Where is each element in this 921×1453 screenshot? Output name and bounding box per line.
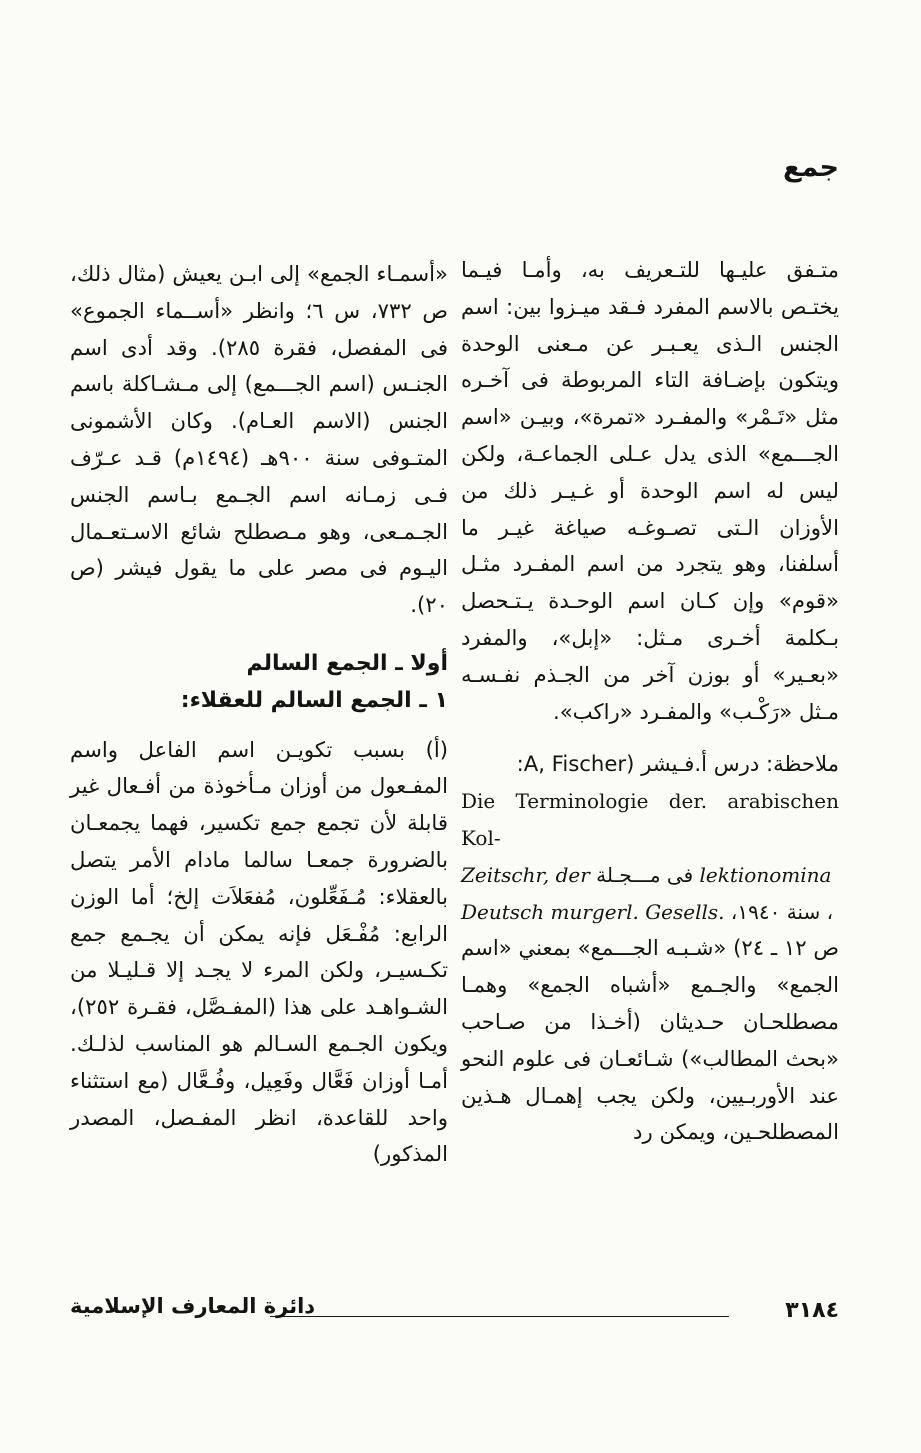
note-latin-2b: lektionomina xyxy=(699,862,832,887)
left-column xyxy=(70,256,448,1173)
note-rest: ص ١٢ ـ ٢٤) «شـبـه الجـــمع» بمعني «اسم الجمع» والجـمع «أشباه الجمع» وهمـا مصطلحـان حـديثان (أخـذا من صـاحب «بحث المطالب») شـائعـان فى علوم النحو عند الأوربـيين، ولكن يجب إهمـال هـذين المصطلحـين، ويمكن رد xyxy=(461,935,839,1145)
left-paragraph-2: (أ) بسبب تكويـن اسم الفاعل واسم المفـعول من أوزان مـأخوذة من أفـعال غير قابلة لأن تجمع جمع تكسير، فهما يجمعـان بالضرورة جمعـا سالما مادام الأمر يتصل بالعقلاء: مُـفَعِّلون، مُفعَلاَت إلخ؛ أما الوزن الرابع: مُفْـعَل فإنه يمكن أن يجـمع جمع تكـسيـر، ولكن المرء لا يجـد إلا قـليـلا من الشـواهـد على هذا (المفـصَّل، فقـرة ٢٥٢)، ويكون الجـمع السـالم هو المناسب لذلـك. أمـا أوزان فَعَّال وفَعِيل، وفُـعَّال (مع استثناء واحد للقاعدة، انظر المفـصل، المصدر المذكور) xyxy=(70,736,448,1167)
right-paragraph-1: متـفق عليـها للتـعريف به، وأمـا فيـما يختـص بالاسم المفرد فـقد ميـزوا بين: اسم الجنس الـذى يعـبـر عن مـعنى الوحدة ويتكون بإضـافة التاء المربوطة فى آخـره مثل «تَـمْر» والمفـرد «تمرة»، وبيـن «اسم الجـــمع» الذى يدل عـلى الجماعـة، ولكن ليس له اسم الوحدة أو غـيـر ذلك من الأوزان الـتى تصـوغـه صياغة غيـر ما أسلفنا، وهو يتجرد من اسم المفـرد مثـل «قوم» وإن كـان اسم الوحـدة يـتـحصل بـكلمة أخـرى مـثل: «إبل»، والمفرد «بعـير» أو بوزن آخر من الجـذم نفـسـه مـثل «رَكْـب» والمفـرد «راكب». xyxy=(461,257,839,724)
note-latin-3-ar: ، سنة ١٩٤٠، xyxy=(730,899,834,924)
publication-title: دائرة المعارف الإسلامية xyxy=(70,1294,316,1318)
section-heading: أولا ـ الجمع السالم xyxy=(246,650,448,676)
footer-rule xyxy=(270,1316,729,1317)
right-column xyxy=(461,252,839,1151)
note-latin-3: Deutsch murgerl. Gesells. xyxy=(461,899,725,924)
running-header: جمع xyxy=(782,152,839,183)
note-latin-2a: Zeitschr, der xyxy=(461,862,590,887)
page-number: ٣١٨٤ xyxy=(785,1298,839,1323)
note-intro: ملاحظة: درس أ.فـيشر (A, Fischer: xyxy=(516,751,839,777)
page-footer xyxy=(70,1288,839,1328)
subsection-heading: ١ ـ الجمع السالم للعقلاء: xyxy=(180,687,448,713)
note-latin-2-ar: فى مـــجـلة xyxy=(596,862,694,887)
note-latin-line-3 xyxy=(461,894,839,931)
note-latin-line-2 xyxy=(461,857,839,894)
note-latin-line-1: Die Terminologie der. arabischen Kol- xyxy=(461,789,839,850)
left-paragraph-1: «أسمـاء الجمع» إلى ابـن يعيش (مثال ذلك، ص ٧٣٢، س ٦؛ وانظر «أســماء الجموع» فى المفصل، فقرة ٢٨٥). وقد أدى اسم الجنـس (اسم الجـــمع) إلى مـشـاكلة باسم الجنس (الاسم العـام). وكان الأشمونى المتـوفى سنة ٩٠٠هـ (١٤٩٤م) قـد عـرّف فـى زمـانه اسم الجـمع بـاسم الجنس الجـمـعى، وهو مـصطلح شائع الاسـتعـمال اليـوم فى مصر على ما يقول فيشر (ص ٢٠). xyxy=(70,261,449,618)
